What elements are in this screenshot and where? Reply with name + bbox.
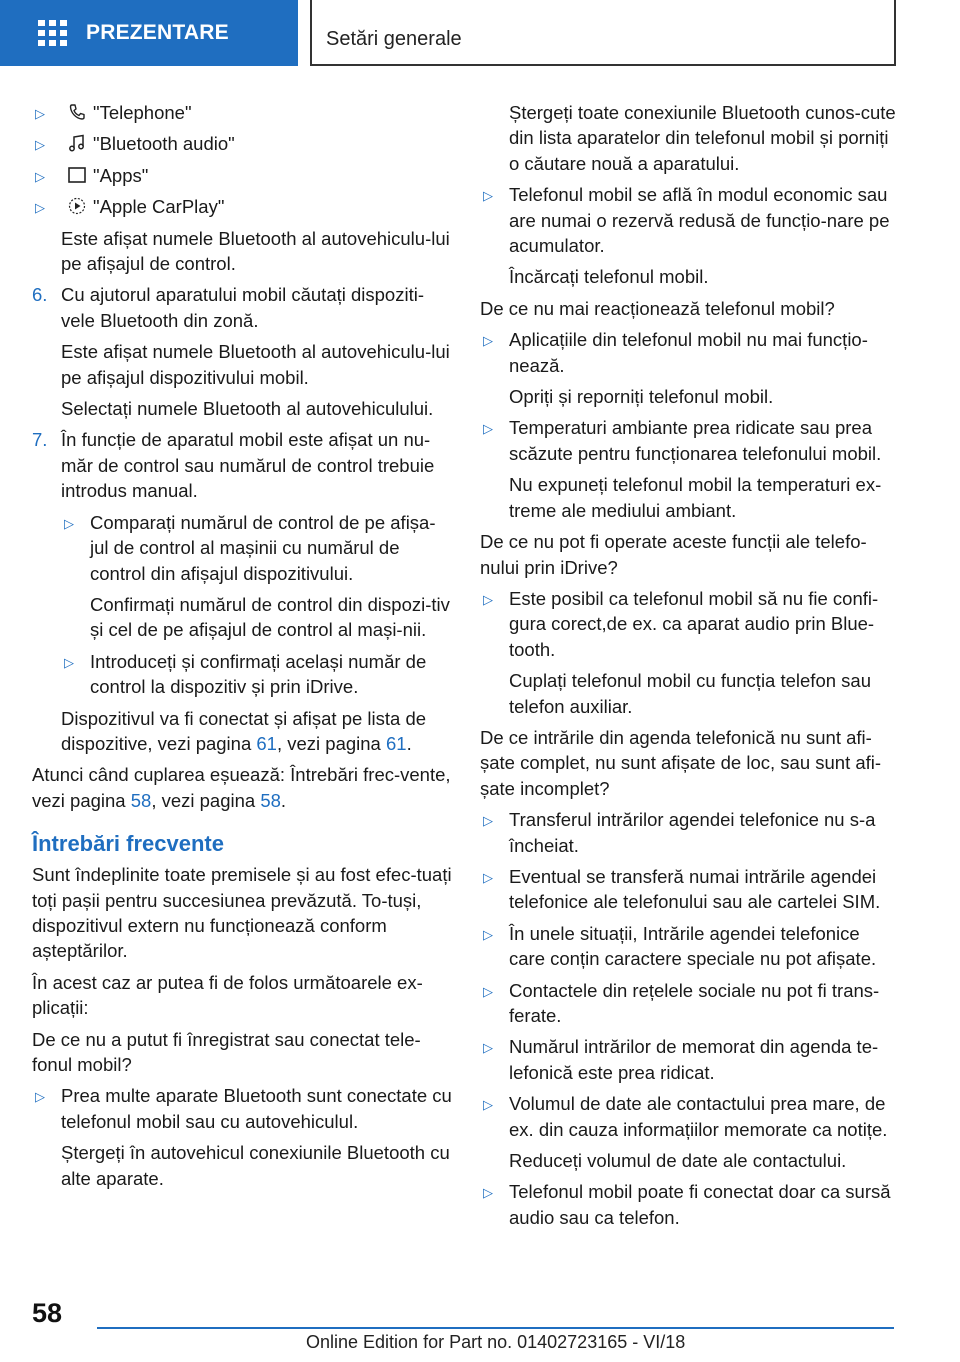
pairing-fail-note: Atunci când cuplarea eșuează: Întrebări frec-vente, vezi pagina 58, vezi pagina 58. [32,764,451,811]
faq-q4-bullet-3: ▷ În unele situații, Intrările agendei telefonice care conțin caractere speciale nu pot afișate. [483,922,877,970]
faq-q1-bullet-1-para-2: Ștergeți în autovehicul conexiunile Bluetooth cu alte aparate. [61,1142,450,1189]
step-6: 6. Cu ajutorul aparatului mobil căutați dispoziti-vele Bluetooth din zonă. [32,284,424,331]
menu-note: Este afișat numele Bluetooth al autovehiculu-lui pe afișajul de control. [61,227,450,275]
faq-intro: Sunt îndeplinite toate premisele și au fost efec-tuați toți pașii pentru succesiunea prevăzută. To-tuși, dispozitivul extern nu funcționează conform așteptărilor. [32,864,452,962]
footer-divider [97,1327,894,1329]
faq-heading: Întrebări frecvente [32,831,224,857]
left-column [32,100,452,1197]
page-link-61[interactable]: 61 [256,732,277,754]
faq-q1-bullet-2: ▷ Telefonul mobil se află în modul economic sau are numai o rezervă redusă de funcțio-nare pe acumulator. [483,184,890,257]
faq-question-1: De ce nu a putut fi înregistrat sau conectat tele-fonul mobil? [32,1028,421,1075]
faq-q2-bullet-1-para-2: Opriți și reporniți telefonul mobil. [509,386,774,408]
faq-q4-bullet-6-para-2: Reduceți volumul de date ale contactului. [509,1150,847,1172]
faq-q4-bullet-5: ▷ Numărul intrărilor de memorat din agenda te-lefonică este prea ridicat. [483,1036,879,1083]
faq-q1-bullet-1: ▷ Prea multe aparate Bluetooth sunt conectate cu telefonul mobil sau cu autovehiculul. [35,1085,452,1132]
faq-q1-bullet-1-para-3: Ștergeți toate conexiunile Bluetooth cunos-cute din lista aparatelor din telefonul mobil și porniți o căutare nouă a aparatului. [509,102,896,174]
faq-intro-2: În acest caz ar putea fi de folos următoarele ex-plicații: [32,971,423,1019]
music-note-icon [67,133,87,153]
grid-menu-icon [38,20,68,46]
faq-q4-bullet-7: ▷ Telefonul mobil poate fi conectat doar ca sursă audio sau ca telefon. [483,1181,891,1228]
step-6-para-3: Selectați numele Bluetooth al autovehiculului. [61,398,434,420]
step-6-para-2: Este afișat numele Bluetooth al autovehiculu-lui pe afișajul dispozitivului mobil. [61,341,450,388]
telephone-icon [67,102,87,122]
menu-item-telephone: ▷ "Telephone" [35,102,192,123]
faq-q4-bullet-6: ▷ Volumul de date ale contactului prea mare, de ex. din cauza informațiilor memorate ca notițe. [483,1093,888,1140]
connected-note: Dispozitivul va fi conectat și afișat pe lista de dispozitive, vezi pagina 61, vezi pagina 61. [61,707,427,754]
page-link-61[interactable]: 61 [385,732,407,754]
faq-q2-bullet-1: ▷ Aplicațiile din telefonul mobil nu mai funcțio-nează. [483,329,868,376]
step-7: 7. În funcție de aparatul mobil este afișat un nu-măr de control sau numărul de control trebuie introdus manual. [32,429,435,502]
faq-q3-bullet-1-para-2: Cuplați telefonul mobil cu funcția telefon sau telefon auxiliar. [509,670,871,717]
faq-q4-bullet-4: ▷ Contactele din rețelele sociale nu pot fi trans-ferate. [483,979,880,1026]
page-link-58[interactable]: 58 [260,789,281,811]
faq-q2-bullet-2: ▷ Temperaturi ambiante prea ridicate sau prea scăzute pentru funcționarea telefonului mobil. [483,417,882,464]
faq-q4-bullet-1: ▷ Transferul intrărilor agendei telefonice nu s-a încheiat. [483,809,876,856]
faq-q1-bullet-2-para-2: Încărcați telefonul mobil. [509,266,709,288]
menu-item-apps: ▷ "Apps" [35,164,149,186]
section-tab[interactable] [0,0,298,66]
step-7-sub-2: ▷ Introduceți și confirmați același număr de control la dispozitiv și prin iDrive. [64,650,427,698]
faq-question-3: De ce nu pot fi operate aceste funcții ale telefo-nului prin iDrive? [480,531,867,578]
apps-square-icon [67,165,87,185]
page-header [0,0,960,66]
section-title: PREZENTARE [86,21,229,44]
menu-item-apple-carplay: ▷ "Apple CarPlay" [35,196,225,218]
page-link-58[interactable]: 58 [130,789,152,811]
faq-q2-bullet-2-para-2: Nu expuneți telefonul mobil la temperaturi ex-treme ale mediului ambiant. [509,474,882,521]
play-circle-icon [67,196,87,216]
step-7-sub-1: ▷ Comparați numărul de control de pe afișa-jul de control al mașinii cu numărul de control din afișajul dispozitivului. [64,511,436,584]
right-column [480,100,900,1236]
chapter-title: Setări generale [326,28,462,50]
footer-edition: Online Edition for Part no. 01402723165 - VI/18 [306,1332,686,1352]
menu-item-bluetooth-audio: ▷ "Bluetooth audio" [35,133,235,155]
faq-question-2: De ce nu mai reacționează telefonul mobil? [480,297,835,319]
step-7-sub-1-para-2: Confirmați numărul de control din dispozi-tiv și cel de pe afișajul de control al mași-nii. [90,593,450,641]
faq-q4-bullet-2: ▷ Eventual se transferă numai intrările agendei telefonice ale telefonului sau ale cartelei SIM. [483,865,881,913]
chapter-box [310,0,896,66]
page-number: 58 [32,1298,63,1328]
faq-question-4: De ce intrările din agenda telefonică nu sunt afi-șate complet, nu sunt afișate de loc, sau sunt afi-șate incomplet? [480,726,882,799]
faq-q3-bullet-1: ▷ Este posibil ca telefonul mobil să nu fie confi-gura corect,de ex. ca aparat audio prin Blue-tooth. [483,587,879,660]
